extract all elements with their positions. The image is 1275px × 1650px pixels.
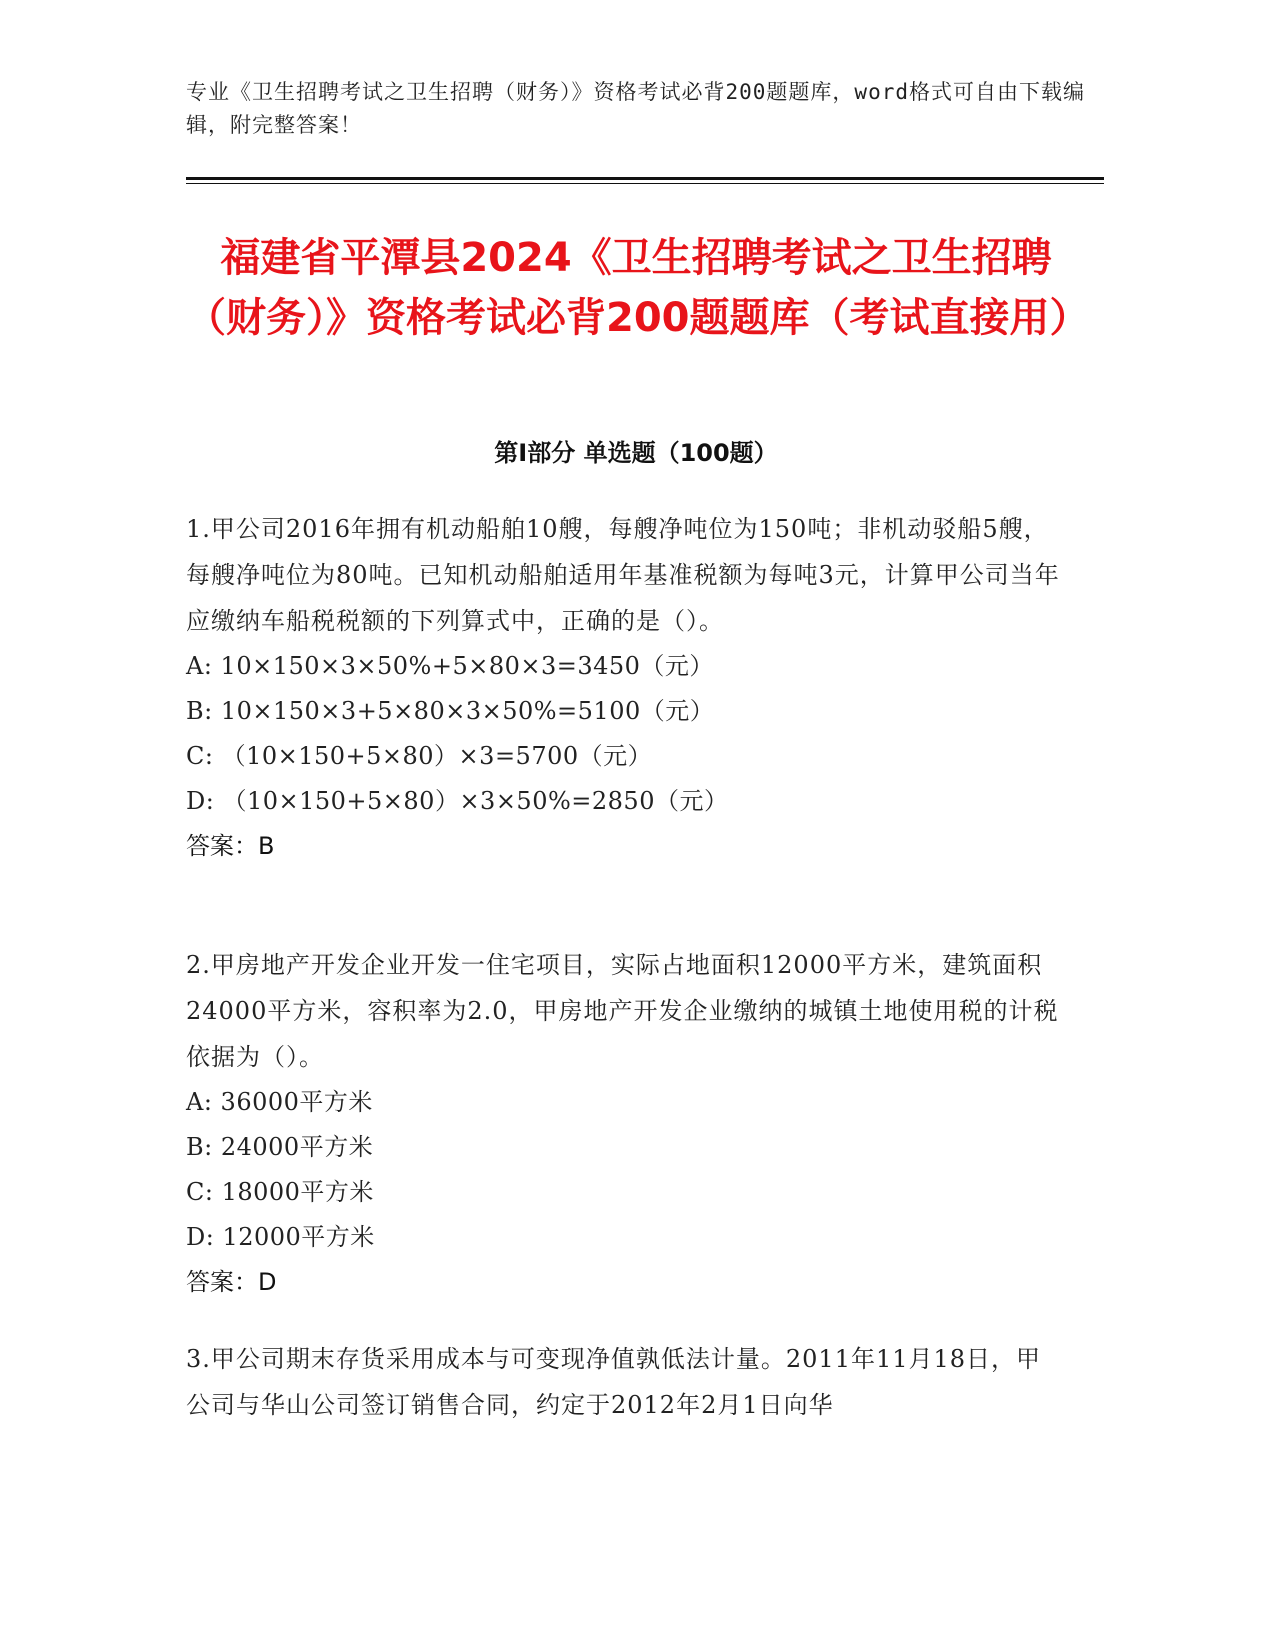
question-stem: 2.甲房地产开发企业开发一住宅项目，实际占地面积12000平方米，建筑面积24000平方米，容积率为2.0，甲房地产开发企业缴纳的城镇土地使用税的计税依据为（）。 bbox=[186, 951, 1059, 1071]
option-b: B: 24000平方米 bbox=[186, 1133, 374, 1161]
question-stem: 1.甲公司2016年拥有机动船舶10艘，每艘净吨位为150吨；非机动驳船5艘，每艘净吨位为80吨。已知机动船舶适用年基准税额为每吨3元，计算甲公司当年应缴纳车船税税额的下列算式中，正确的是（）。 bbox=[186, 515, 1060, 635]
option-a: A: 10×150×3×50%+5×80×3=3450（元） bbox=[186, 652, 714, 680]
option-a: A: 36000平方米 bbox=[186, 1088, 373, 1116]
option-d: D: （10×150+5×80）×3×50%=2850（元） bbox=[186, 787, 729, 815]
question-2 bbox=[186, 942, 1066, 1304]
option-b: B: 10×150×3+5×80×3×50%=5100（元） bbox=[186, 697, 715, 725]
answer: 答案：D bbox=[186, 1268, 277, 1296]
header-rule-thick bbox=[186, 177, 1104, 180]
option-d: D: 12000平方米 bbox=[186, 1223, 375, 1251]
header-rule-thin bbox=[186, 183, 1104, 184]
section-title: 第Ⅰ部分 单选题（100题） bbox=[494, 439, 778, 467]
option-c: C: 18000平方米 bbox=[186, 1178, 374, 1206]
header-note: 专业《卫生招聘考试之卫生招聘（财务）》资格考试必背200题题库，word格式可自由下载编辑，附完整答案！ bbox=[186, 80, 1085, 137]
document-title: 福建省平潭县2024《卫生招聘考试之卫生招聘（财务）》资格考试必背200题题库（考试直接用） bbox=[186, 235, 1090, 341]
question-1 bbox=[186, 506, 1066, 868]
question-3 bbox=[186, 1336, 1066, 1428]
answer: 答案：B bbox=[186, 832, 275, 860]
option-c: C: （10×150+5×80）×3=5700（元） bbox=[186, 742, 653, 770]
question-stem: 3.甲公司期末存货采用成本与可变现净值孰低法计量。2011年11月18日，甲公司与华山公司签订销售合同，约定于2012年2月1日向华 bbox=[186, 1345, 1042, 1419]
